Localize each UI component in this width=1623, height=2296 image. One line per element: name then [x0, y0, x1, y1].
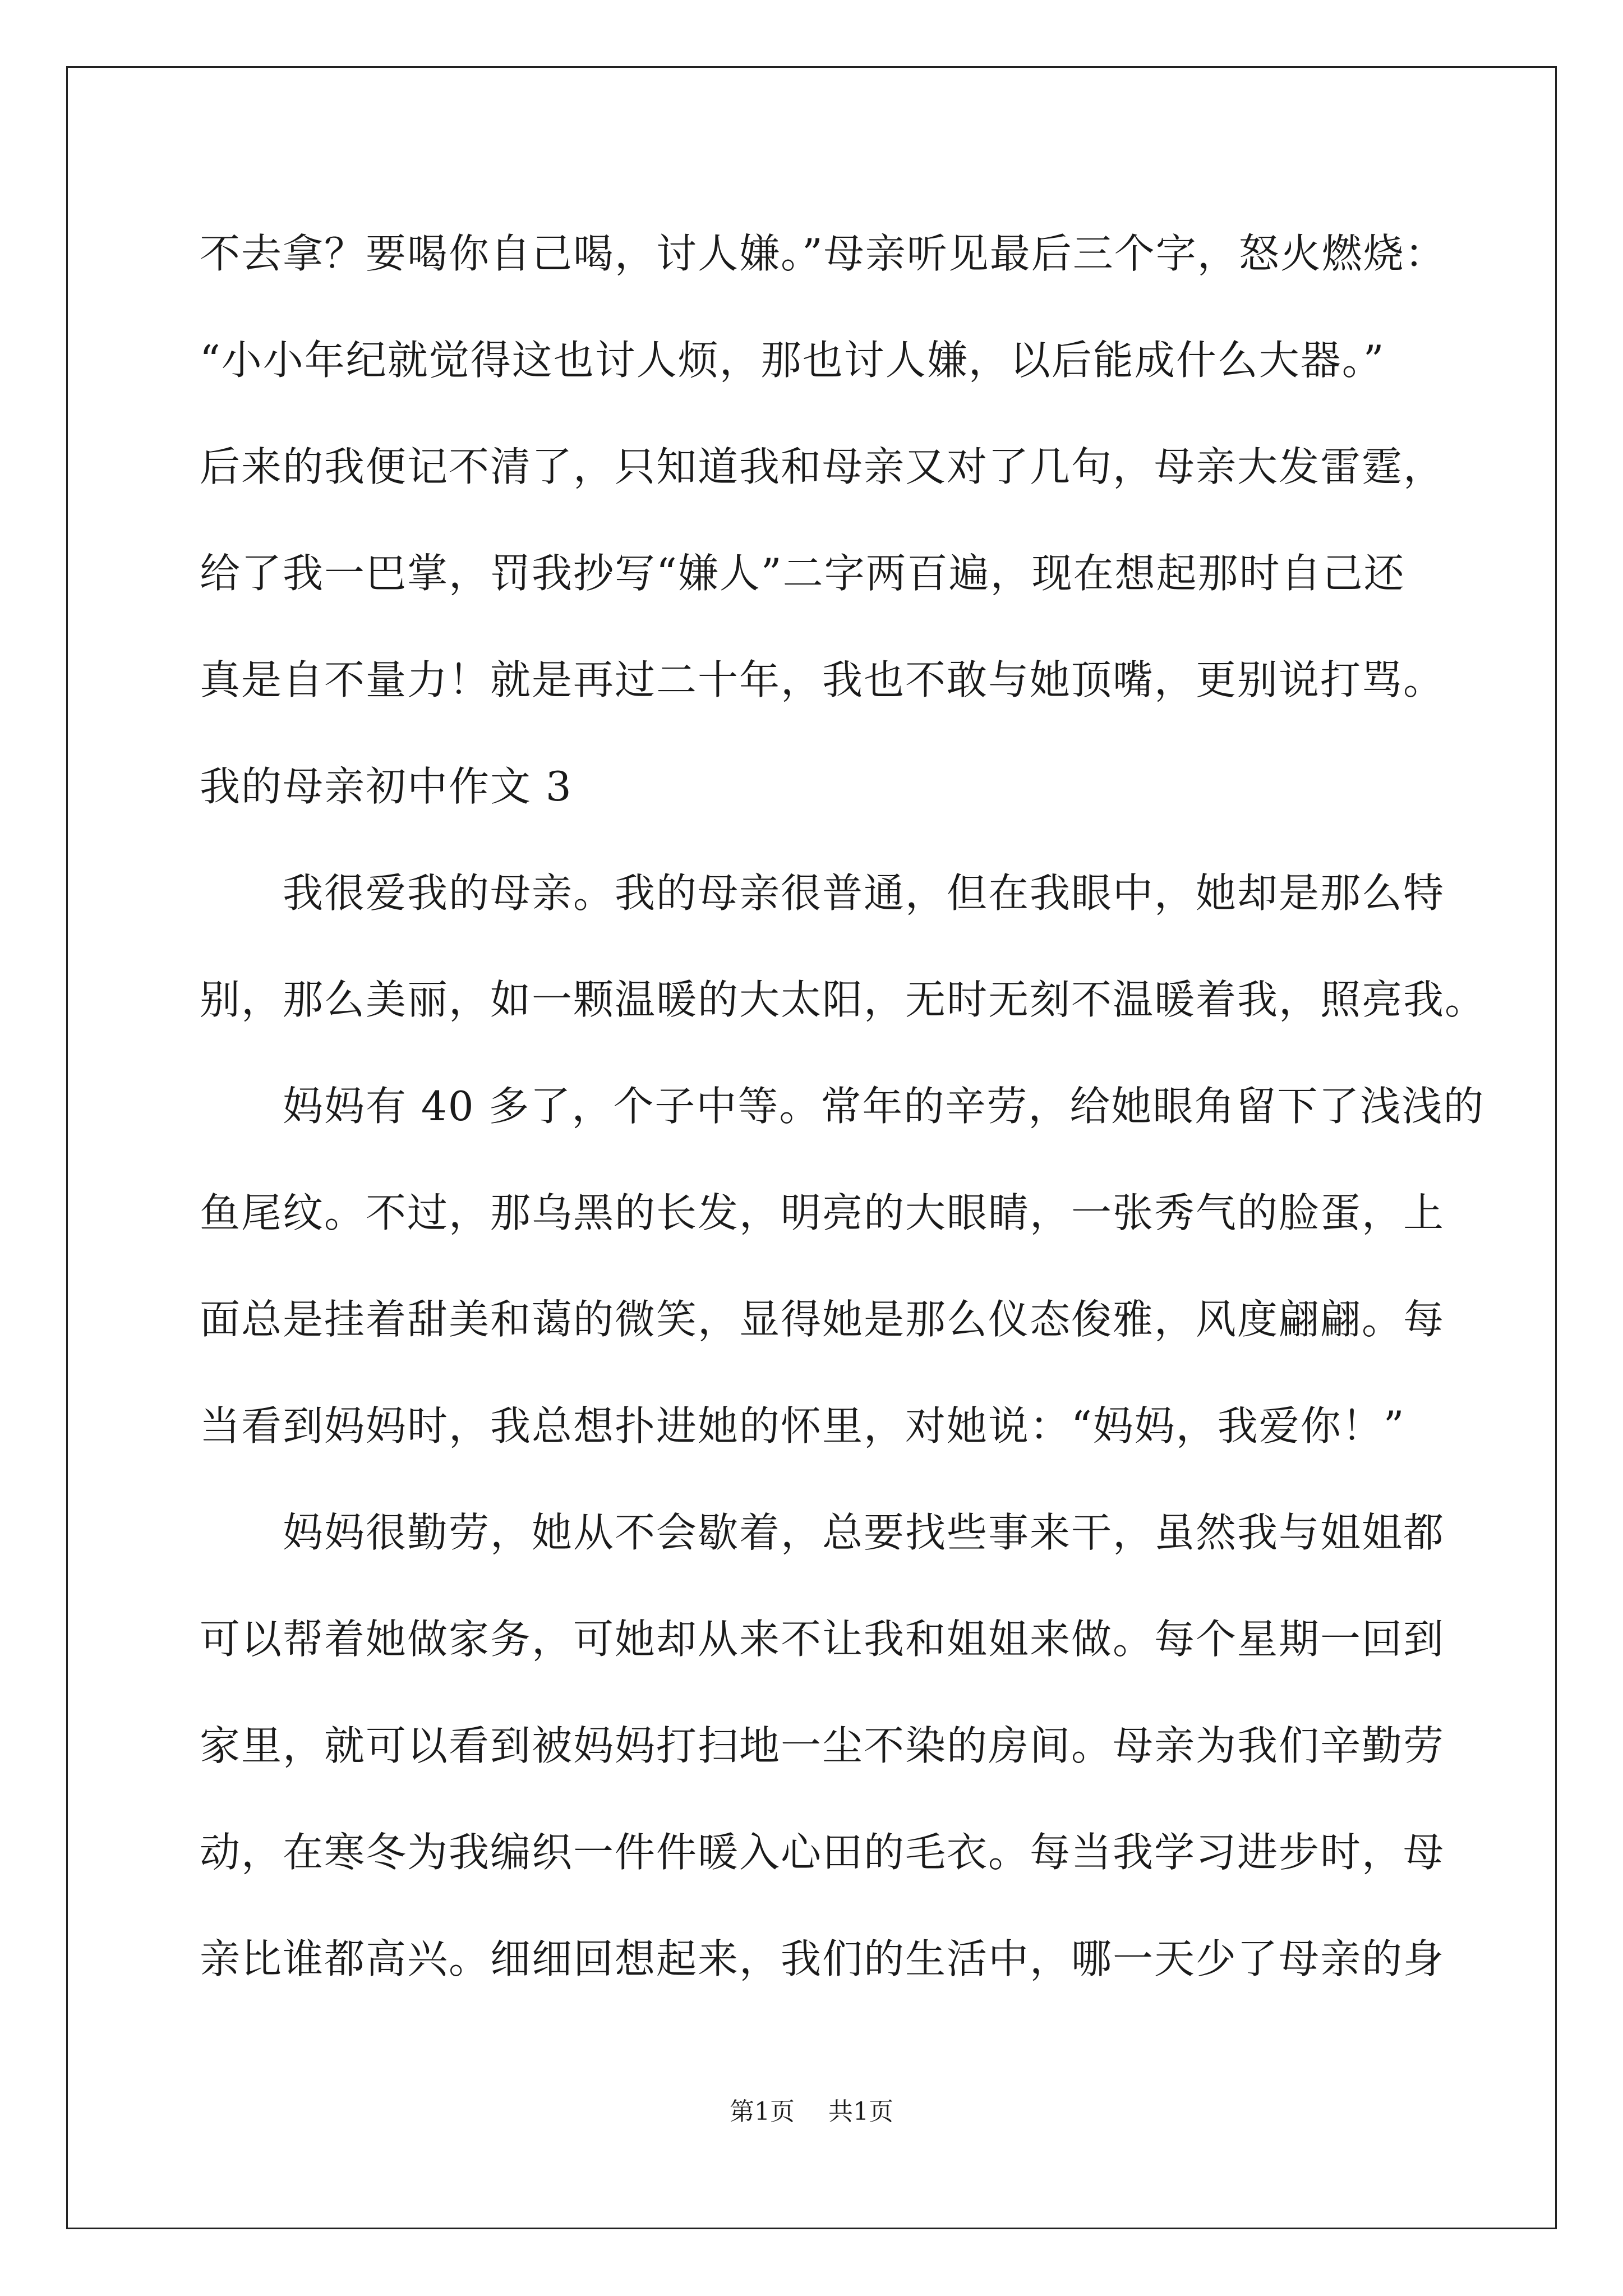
text-line: 不去拿？要喝你自己喝，讨人嫌。”母亲听见最后三个字，怒火燃烧： — [200, 230, 1446, 277]
text-line: 妈妈很勤劳，她从不会歇着，总要找些事来干，虽然我与姐姐都 — [283, 1509, 1445, 1556]
text-line: 家里，就可以看到被妈妈打扫地一尘不染的房间。母亲为我们辛勤劳 — [200, 1722, 1445, 1769]
text-line: 真是自不量力！就是再过二十年，我也不敢与她顶嘴，更别说打骂。 — [200, 656, 1445, 703]
text-line: 鱼尾纹。不过，那乌黑的长发，明亮的大眼睛，一张秀气的脸蛋，上 — [200, 1189, 1445, 1236]
page-footer — [0, 2095, 1623, 2129]
text-line: “小小年纪就觉得这也讨人烦，那也讨人嫌，以后能成什么大器。” — [200, 337, 1385, 384]
text-line: 当看到妈妈时，我总想扑进她的怀里，对她说：“妈妈，我爱你！” — [200, 1402, 1405, 1450]
document-body — [200, 219, 1487, 2031]
text-line: 别，那么美丽，如一颗温暖的大太阳，无时无刻不温暖着我，照亮我。 — [200, 976, 1487, 1023]
text-line: 我很爱我的母亲。我的母亲很普通，但在我眼中，她却是那么特 — [283, 869, 1445, 917]
text-line: 给了我一巴掌，罚我抄写“嫌人”二字两百遍，现在想起那时自己还 — [200, 550, 1405, 597]
text-line: 动，在寒冬为我编织一件件暖入心田的毛衣。每当我学习进步时，母 — [200, 1829, 1445, 1876]
text-line: 亲比谁都高兴。细细回想起来，我们的生活中，哪一天少了母亲的身 — [200, 1935, 1445, 1982]
text-line: 妈妈有 40 多了，个子中等。常年的辛劳，给她眼角留下了浅浅的 — [283, 1083, 1485, 1130]
page-total: 共1页 — [828, 2097, 893, 2126]
section-heading: 我的母亲初中作文 3 — [200, 763, 573, 810]
text-line: 面总是挂着甜美和蔼的微笑，显得她是那么仪态俊雅，风度翩翩。每 — [200, 1296, 1445, 1343]
page-number: 第1页 — [730, 2097, 795, 2126]
text-line: 后来的我便记不清了，只知道我和母亲又对了几句，母亲大发雷霆， — [200, 443, 1445, 490]
text-line: 可以帮着她做家务，可她却从来不让我和姐姐来做。每个星期一回到 — [200, 1616, 1445, 1663]
